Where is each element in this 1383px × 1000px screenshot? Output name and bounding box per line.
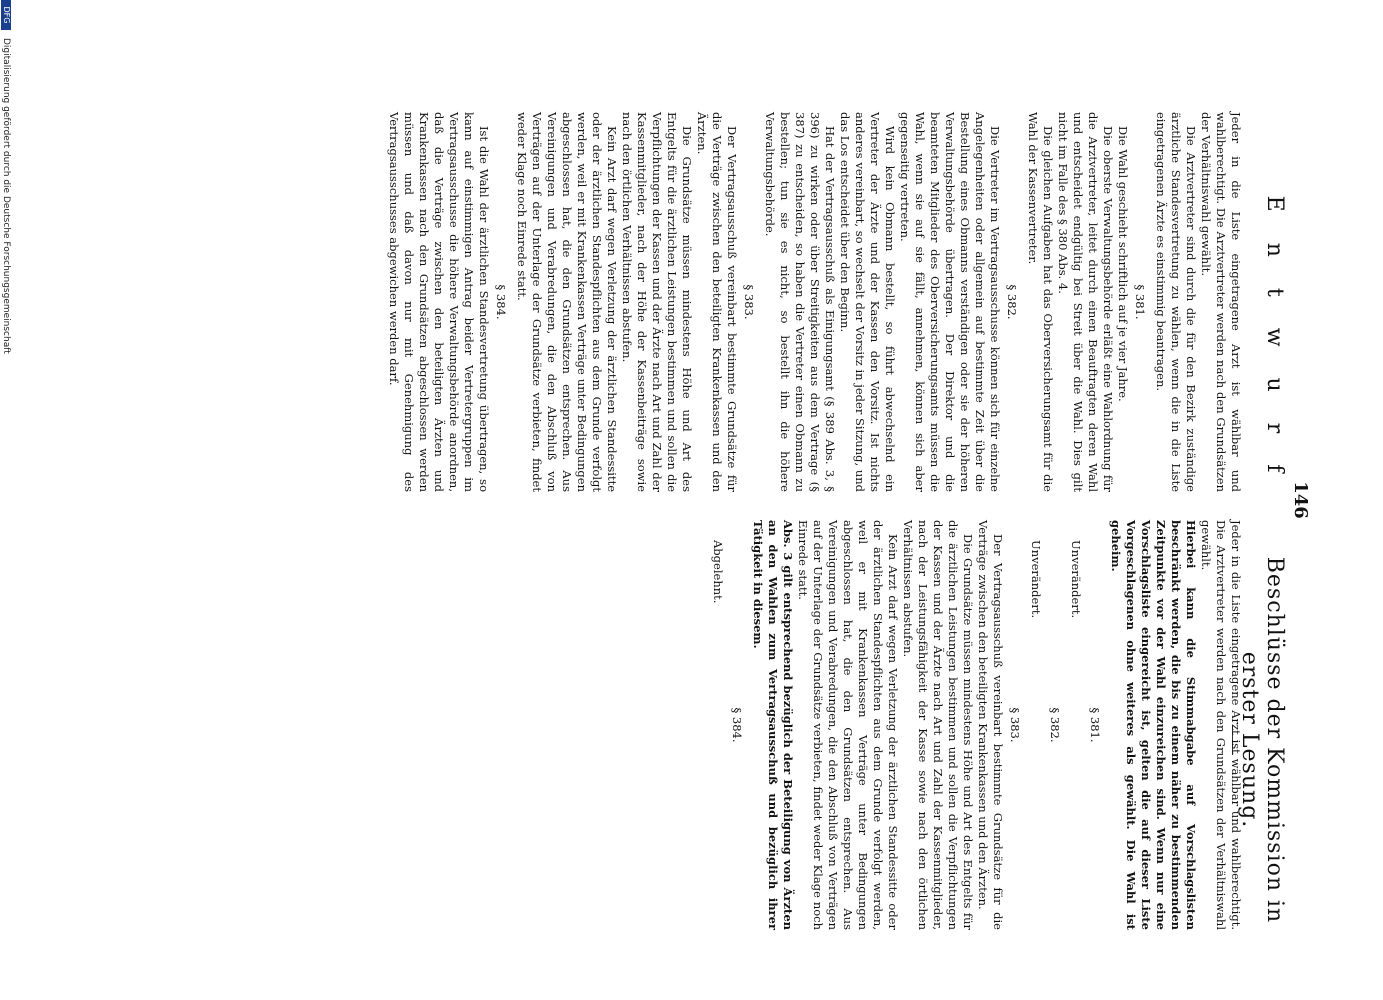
- paragraph: Der Vertragsausschuß vereinbart bestimmte Grundsätze für die Verträge zwischen den beteiligten Krankenkassen und den Ärzten.: [695, 112, 739, 492]
- status-note: Unverändert.: [1069, 540, 1083, 619]
- right-heading-text: Beschlüsse der Kommission in erster Lesung.: [1237, 556, 1287, 924]
- section-number: § 383.: [742, 284, 756, 320]
- status-note: Abgelehnt.: [711, 540, 725, 604]
- paragraph: Die Arztvertreter sind durch die für den Bezirk zuständige ärztliche Standesvertretung zu wählen, wenn die in die Liste eingetragenen Ärzte es einstimmig beantragen.: [1154, 112, 1198, 492]
- section-number: § 382.: [1005, 284, 1019, 320]
- paragraph: Die Wahl geschieht schriftlich auf je vier Jahre.: [1116, 126, 1130, 402]
- paragraph: Kein Arzt darf wegen Verletzung der ärztlichen Standessitte oder der ärztlichen Standespflichten aus dem Grunde verfolgt werden, weil er mit Krankenkassen Verträge unter Bedingungen abgeschlossen hat, die den Grundsätzen entsprechen. Aus Vereinigungen und Verabredungen, die den Abschluß von Verträgen auf der Unterlage der Grundsätze verbieten, findet weder Klage noch Einrede statt.: [515, 112, 619, 492]
- paragraph: Ist die Wahl der ärztlichen Standesvertretung übertragen, so kann auf einstimmigen Antrag beider Vertretergruppen im Vertragsausschusse die höhere Verwaltungsbehörde anordnen, daß die Verträge zwischen den beteiligten Ärzten und Krankenkassen nach den Grundsätzen abgeschlossen werden müssen und daß davon nur mit Genehmigung des Vertragsausschusses abgewichen werden darf.: [387, 112, 491, 492]
- paragraph: Kein Arzt darf wegen Verletzung der ärztlichen Standessitte oder der ärztlichen Standespflichten aus dem Grunde verfolgt werden, weil er mit Krankenkassen Verträge unter Bedingungen abgeschlossen hat, die den Grundsätzen entsprechen. Aus Vereinigungen und Verabredungen, die den Abschluß von Verträgen auf der Unterlage der Grundsätze verbieten, findet weder Klage noch Einrede statt.: [796, 520, 900, 930]
- paragraph: Die Grundsätze müssen mindestens Höhe und Art des Entgelts für die ärztlichen Leistungen bestimmen und sollen die Verpflichtungen der Kassen und der Ärzte nach Art und Zahl der Kassenmitglieder, nach der Höhe der Kassenbeiträge sowie nach den örtlichen Verhältnissen abstufen.: [620, 112, 694, 492]
- paragraph: Jeder in die Liste eingetragene Arzt ist wählbar und wahlberechtigt. Die Arztvertreter werden nach den Grundsätzen der Verhältniswahl gewählt.: [1199, 112, 1243, 492]
- amendment-bold-text: Hierbei kann die Stimmabgabe auf Vorschlagslisten beschränkt werden, die bis zu einem näher zu bestimmenden Zeitpunkte vor der Wahl einzureichen sind. Wenn nur eine Vorschlagsliste eingereicht ist, gelten die auf dieser Liste Vorgeschlagenen ohne weiteres als gewählt. Die Wahl ist geheim.: [1109, 520, 1198, 930]
- paragraph: Hat der Vertragsausschuß als Einigungsamt (§ 389 Abs. 3, § 396) zu wirken oder über Streitigkeiten aus dem Vertrage (§ 387) zu entscheiden, so haben die Vertreter einen Obmann zu bestellen; tun sie es nicht, so bestellt ihn die höhere Verwaltungsbehörde.: [763, 112, 837, 492]
- digitization-credit: Digitalisierung gefördert durch die Deutsche Forschungsgemeinschaft: [1, 38, 11, 354]
- paragraph: Die Vertreter im Vertragsausschusse können sich für einzelne Angelegenheiten oder allgemein auf bestimmte Zeit über die Bestellung eines Obmanns verständigen oder sie der höheren Verwaltungsbehörde übertragen. Der Direktor und die beamteten Mitglieder des Oberversicherungsamts müssen die Wahl, wenn sie auf sie fällt, annehmen, können sich aber gegenseitig vertreten.: [898, 112, 1002, 492]
- section-number: § 382.: [1048, 707, 1062, 743]
- section-number: § 381.: [1088, 707, 1102, 743]
- section-number: § 383.: [1008, 707, 1022, 743]
- right-column-commission: [706, 520, 1243, 930]
- left-heading-text: E n t w u r f: [1262, 195, 1287, 485]
- status-note: Unverändert.: [1029, 540, 1043, 619]
- left-column-draft: [386, 112, 1243, 492]
- paragraph: Jeder in die Liste eingetragene Arzt ist wählbar und wahlberechtigt. Die Arztvertreter werden nach den Grundsätzen der Verhältniswahl gewählt.: [1199, 520, 1243, 930]
- section-number: § 384.: [494, 284, 508, 320]
- dfg-logo: DFG: [1, 0, 11, 30]
- paragraph: Wird kein Obmann bestellt, so führt abwechselnd ein Vertreter der Ärzte und der Kassen den Vorsitz. Ist nichts anderes vereinbart, so wechselt der Vorsitz in jeder Sitzung, und das Los entscheidet über den Beginn.: [838, 112, 897, 492]
- paragraph: Der Vertragsausschuß vereinbart bestimmte Grundsätze für die Verträge zwischen den beteiligten Krankenkassen und den Ärzten.: [976, 520, 1005, 930]
- paragraph: Die oberste Verwaltungsbehörde erläßt eine Wahlordnung für die Arztvertreter, leitet durch einen Beauftragten deren Wahl und entscheidet endgültig bei Streit über die Wahl. Dies gilt nicht im Falle des § 380 Abs. 4.: [1056, 112, 1115, 492]
- paragraph: Die gleichen Aufgaben hat das Oberversicherungsamt für die Wahl der Kassenvertreter.: [1026, 112, 1055, 492]
- paragraph: Die Grundsätze müssen mindestens Höhe und Art des Entgelts für die ärztlichen Leistungen bestimmen und sollen die Verpflichtungen der Kassen und der Ärzte nach Art und Zahl der Kassenmitglieder, nach der Leistungsfähigkeit der Kasse sowie nach den örtlichen Verhältnissen abstufen.: [901, 520, 975, 930]
- amendment-bold-text: Abs. 3 gilt entsprechend bezüglich der Beteiligung von Ärzten an den Wahlen zum Vertragsausschuß und bezüglich ihrer Tätigkeit in diesem.: [751, 520, 795, 930]
- page-number: 146: [1290, 481, 1311, 519]
- section-number: § 384.: [730, 707, 744, 743]
- section-number: § 381.: [1133, 284, 1147, 320]
- left-column-heading: [1262, 170, 1287, 510]
